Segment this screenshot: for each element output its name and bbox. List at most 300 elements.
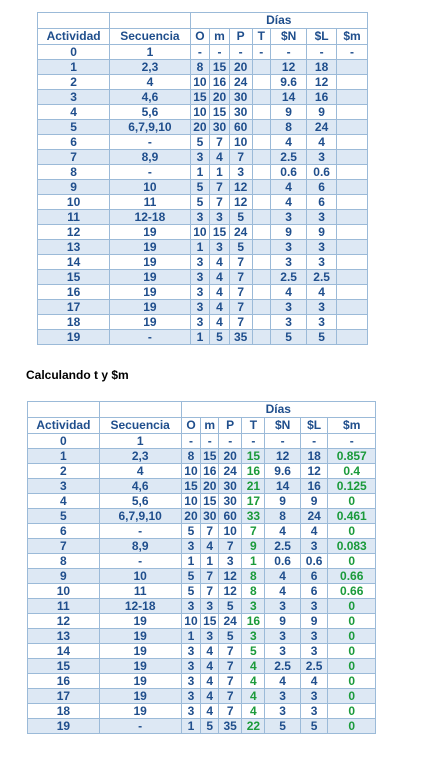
cell-m: 30 [210, 120, 230, 135]
cell-actividad: 7 [38, 150, 110, 165]
column-header-l: $L [300, 418, 328, 434]
cell-o: 10 [190, 75, 210, 90]
cell-o: 10 [190, 105, 210, 120]
cell-mval: 0 [328, 494, 376, 509]
cell-m: 3 [201, 629, 219, 644]
cell-l: 9 [300, 494, 328, 509]
cell-o: 1 [181, 554, 201, 569]
cell-n: - [265, 434, 300, 449]
cell-t: 9 [242, 539, 265, 554]
cell-p: 5 [229, 240, 252, 255]
table-row [28, 599, 376, 614]
cell-o: - [181, 434, 201, 449]
cell-l: 9 [307, 105, 337, 120]
cell-actividad: 6 [38, 135, 110, 150]
cell-o: 8 [190, 60, 210, 75]
cell-o: 1 [190, 165, 210, 180]
cell-o: 5 [181, 584, 201, 599]
cell-mval: 0 [328, 599, 376, 614]
cell-secuencia: 10 [99, 569, 181, 584]
cell-t: 8 [242, 584, 265, 599]
cell-n: 12 [271, 60, 307, 75]
cell-p: 7 [219, 674, 242, 689]
cell-secuencia: 5,6 [99, 494, 181, 509]
cell-p: 24 [229, 75, 252, 90]
cell-p: 24 [219, 614, 242, 629]
cell-o: 5 [181, 569, 201, 584]
cell-l: 3 [300, 704, 328, 719]
cell-secuencia: 10 [110, 180, 190, 195]
cell-m: 16 [210, 75, 230, 90]
cell-n: 4 [265, 524, 300, 539]
cell-t: 4 [242, 704, 265, 719]
cell-p: 7 [219, 689, 242, 704]
cell-mval [337, 330, 368, 345]
cell-l: 18 [307, 60, 337, 75]
column-header-l: $L [307, 29, 337, 45]
header-spacer [28, 402, 100, 418]
cell-o: 3 [190, 285, 210, 300]
cell-o: 3 [181, 659, 201, 674]
cell-l: 0.6 [307, 165, 337, 180]
cell-p: 7 [219, 659, 242, 674]
cell-actividad: 2 [38, 75, 110, 90]
cell-p: 35 [229, 330, 252, 345]
header-spacer [110, 13, 190, 29]
cell-t [252, 135, 271, 150]
cell-l: 9 [307, 225, 337, 240]
cell-mval: 0.461 [328, 509, 376, 524]
cell-n: 2.5 [271, 270, 307, 285]
cell-actividad: 13 [38, 240, 110, 255]
cell-n: 3 [265, 599, 300, 614]
cell-mval: 0 [328, 674, 376, 689]
cell-p: 10 [219, 524, 242, 539]
cell-m: 4 [210, 255, 230, 270]
cell-o: 3 [190, 300, 210, 315]
cell-l: 24 [307, 120, 337, 135]
cell-actividad: 16 [38, 285, 110, 300]
cell-m: 7 [201, 584, 219, 599]
cell-secuencia: 4 [99, 464, 181, 479]
table-row [38, 270, 368, 285]
table-row [38, 45, 368, 60]
cell-mval [337, 240, 368, 255]
cell-p: - [219, 434, 242, 449]
cell-n: 2.5 [265, 659, 300, 674]
cell-m: 7 [210, 195, 230, 210]
cell-l: 5 [307, 330, 337, 345]
table-row [28, 644, 376, 659]
cell-m: 1 [201, 554, 219, 569]
cell-l: 6 [307, 180, 337, 195]
cell-mval: 0 [328, 704, 376, 719]
cell-l: 9 [300, 614, 328, 629]
cell-l: 6 [300, 584, 328, 599]
cell-actividad: 15 [28, 659, 100, 674]
activities-table [37, 12, 368, 345]
cell-o: 3 [181, 704, 201, 719]
cell-l: 4 [300, 674, 328, 689]
cell-p: 30 [229, 105, 252, 120]
cell-actividad: 19 [28, 719, 100, 734]
section-caption: Calculando t y $m [26, 368, 129, 382]
cell-t [252, 105, 271, 120]
cell-mval [337, 75, 368, 90]
cell-n: 4 [265, 674, 300, 689]
cell-t: 33 [242, 509, 265, 524]
cell-p: 30 [219, 479, 242, 494]
cell-actividad: 7 [28, 539, 100, 554]
cell-actividad: 19 [38, 330, 110, 345]
cell-m: 4 [210, 150, 230, 165]
cell-p: 24 [219, 464, 242, 479]
cell-o: 3 [181, 644, 201, 659]
cell-mval [337, 105, 368, 120]
cell-m: 15 [210, 60, 230, 75]
cell-secuencia: 12-18 [110, 210, 190, 225]
cell-l: 16 [307, 90, 337, 105]
cell-l: 3 [307, 240, 337, 255]
column-header-row [38, 29, 368, 45]
cell-p: 30 [229, 90, 252, 105]
cell-p: 30 [219, 494, 242, 509]
cell-mval: - [328, 434, 376, 449]
column-header-o: O [190, 29, 210, 45]
cell-t [252, 285, 271, 300]
column-header-t: T [242, 418, 265, 434]
cell-p: 12 [229, 180, 252, 195]
cell-t: - [252, 45, 271, 60]
cell-mval: 0.4 [328, 464, 376, 479]
cell-n: 3 [271, 255, 307, 270]
cell-mval: 0 [328, 644, 376, 659]
cell-t: 7 [242, 524, 265, 539]
cell-secuencia: 8,9 [99, 539, 181, 554]
cell-actividad: 12 [28, 614, 100, 629]
column-header-actividad: Actividad [38, 29, 110, 45]
cell-actividad: 10 [38, 195, 110, 210]
cell-secuencia: 4,6 [99, 479, 181, 494]
cell-t: 5 [242, 644, 265, 659]
cell-l: 12 [307, 75, 337, 90]
cell-t [252, 225, 271, 240]
activities-table-calculated [27, 401, 376, 734]
cell-m: 15 [210, 225, 230, 240]
cell-t: 3 [242, 629, 265, 644]
table-row [28, 569, 376, 584]
cell-t [252, 150, 271, 165]
cell-actividad: 8 [38, 165, 110, 180]
cell-p: 7 [229, 300, 252, 315]
table-row [28, 524, 376, 539]
cell-mval [337, 270, 368, 285]
cell-actividad: 17 [38, 300, 110, 315]
column-header-secuencia: Secuencia [110, 29, 190, 45]
column-header-m: m [201, 418, 219, 434]
cell-secuencia: 19 [99, 659, 181, 674]
cell-mval [337, 300, 368, 315]
cell-t: 16 [242, 464, 265, 479]
cell-mval [337, 255, 368, 270]
cell-l: 3 [300, 599, 328, 614]
cell-m: 4 [201, 704, 219, 719]
cell-mval: 0 [328, 659, 376, 674]
cell-actividad: 15 [38, 270, 110, 285]
cell-secuencia: 19 [99, 644, 181, 659]
cell-l: 3 [307, 255, 337, 270]
header-spacer [99, 402, 181, 418]
cell-p: 20 [219, 449, 242, 464]
cell-actividad: 5 [28, 509, 100, 524]
cell-m: 20 [210, 90, 230, 105]
cell-m: 15 [201, 449, 219, 464]
cell-secuencia: 11 [110, 195, 190, 210]
cell-n: 4 [265, 569, 300, 584]
table-row [28, 689, 376, 704]
table-row [38, 105, 368, 120]
table-row [38, 285, 368, 300]
cell-t: 22 [242, 719, 265, 734]
cell-t [252, 90, 271, 105]
cell-n: 9 [271, 225, 307, 240]
cell-l: 4 [300, 524, 328, 539]
cell-n: 3 [265, 629, 300, 644]
cell-secuencia: 2,3 [99, 449, 181, 464]
table-row [38, 240, 368, 255]
cell-l: 3 [307, 300, 337, 315]
group-header-row [28, 402, 376, 418]
cell-secuencia: 8,9 [110, 150, 190, 165]
table-row [38, 195, 368, 210]
cell-n: 3 [271, 210, 307, 225]
cell-t [252, 315, 271, 330]
cell-t: 15 [242, 449, 265, 464]
cell-mval [337, 165, 368, 180]
cell-o: 3 [190, 210, 210, 225]
cell-m: - [201, 434, 219, 449]
cell-n: 3 [265, 689, 300, 704]
cell-l: 3 [300, 689, 328, 704]
cell-o: 10 [181, 494, 201, 509]
cell-o: 15 [181, 479, 201, 494]
cell-o: 3 [181, 599, 201, 614]
cell-o: 5 [181, 524, 201, 539]
cell-l: 3 [300, 629, 328, 644]
cell-n: 14 [271, 90, 307, 105]
cell-mval: 0 [328, 719, 376, 734]
cell-actividad: 13 [28, 629, 100, 644]
cell-m: 3 [210, 240, 230, 255]
cell-secuencia: 6,7,9,10 [99, 509, 181, 524]
cell-secuencia: - [110, 330, 190, 345]
cell-m: 4 [210, 300, 230, 315]
cell-secuencia: 4,6 [110, 90, 190, 105]
cell-t [252, 255, 271, 270]
cell-actividad: 18 [38, 315, 110, 330]
cell-m: 7 [201, 524, 219, 539]
cell-actividad: 1 [38, 60, 110, 75]
cell-m: 4 [201, 644, 219, 659]
cell-mval [337, 180, 368, 195]
cell-t: 4 [242, 689, 265, 704]
column-header-m: m [210, 29, 230, 45]
cell-m: 4 [210, 285, 230, 300]
table-row [38, 60, 368, 75]
cell-t: 8 [242, 569, 265, 584]
cell-actividad: 9 [38, 180, 110, 195]
cell-mval [337, 60, 368, 75]
cell-mval [337, 135, 368, 150]
cell-l: 16 [300, 479, 328, 494]
cell-p: 7 [229, 255, 252, 270]
column-header-mval: $m [328, 418, 376, 434]
cell-l: 6 [300, 569, 328, 584]
cell-p: 7 [219, 704, 242, 719]
cell-t: 21 [242, 479, 265, 494]
cell-m: 5 [210, 330, 230, 345]
cell-actividad: 14 [38, 255, 110, 270]
cell-actividad: 11 [38, 210, 110, 225]
cell-p: 5 [229, 210, 252, 225]
cell-l: 3 [300, 644, 328, 659]
cell-n: 8 [265, 509, 300, 524]
cell-m: 3 [201, 599, 219, 614]
cell-p: - [229, 45, 252, 60]
cell-p: 12 [219, 584, 242, 599]
cell-t [252, 165, 271, 180]
cell-o: 20 [181, 509, 201, 524]
cell-l: 0.6 [300, 554, 328, 569]
cell-m: 4 [210, 315, 230, 330]
cell-n: 3 [265, 644, 300, 659]
column-header-n: $N [265, 418, 300, 434]
cell-o: 3 [190, 255, 210, 270]
cell-mval [337, 225, 368, 240]
cell-n: 9.6 [265, 464, 300, 479]
cell-secuencia: 6,7,9,10 [110, 120, 190, 135]
cell-l: 2.5 [300, 659, 328, 674]
cell-t [252, 120, 271, 135]
cell-t: 4 [242, 674, 265, 689]
cell-o: 5 [190, 135, 210, 150]
cell-t [252, 270, 271, 285]
table-row [38, 75, 368, 90]
cell-actividad: 16 [28, 674, 100, 689]
cell-secuencia: 19 [99, 704, 181, 719]
days-group-header: Días [190, 13, 367, 29]
cell-m: 7 [201, 569, 219, 584]
cell-m: 30 [201, 509, 219, 524]
cell-l: 4 [307, 285, 337, 300]
cell-n: 12 [265, 449, 300, 464]
cell-m: 4 [201, 689, 219, 704]
cell-p: 3 [229, 165, 252, 180]
cell-mval: 0.857 [328, 449, 376, 464]
table-row [38, 330, 368, 345]
cell-t [252, 195, 271, 210]
cell-actividad: 14 [28, 644, 100, 659]
table-row [28, 629, 376, 644]
cell-secuencia: - [99, 524, 181, 539]
cell-t [252, 240, 271, 255]
column-header-p: P [229, 29, 252, 45]
cell-t: 4 [242, 659, 265, 674]
cell-secuencia: - [110, 135, 190, 150]
cell-mval: 0.66 [328, 584, 376, 599]
cell-p: 10 [229, 135, 252, 150]
table-row [28, 554, 376, 569]
cell-mval: 0 [328, 629, 376, 644]
cell-m: 7 [210, 180, 230, 195]
table-row [28, 494, 376, 509]
cell-n: 3 [271, 300, 307, 315]
cell-p: 12 [219, 569, 242, 584]
cell-p: 7 [229, 150, 252, 165]
cell-m: 4 [201, 674, 219, 689]
column-header-mval: $m [337, 29, 368, 45]
days-group-header: Días [181, 402, 375, 418]
table-row [38, 255, 368, 270]
cell-n: - [271, 45, 307, 60]
cell-actividad: 1 [28, 449, 100, 464]
cell-l: 4 [307, 135, 337, 150]
table-row [38, 210, 368, 225]
table-row [28, 479, 376, 494]
cell-secuencia: 19 [99, 674, 181, 689]
cell-o: 3 [190, 150, 210, 165]
cell-mval: 0 [328, 614, 376, 629]
cell-mval [337, 120, 368, 135]
cell-o: 3 [181, 689, 201, 704]
cell-l: - [300, 434, 328, 449]
header-spacer [38, 13, 110, 29]
cell-l: - [307, 45, 337, 60]
cell-secuencia: 19 [99, 614, 181, 629]
cell-actividad: 12 [38, 225, 110, 240]
cell-mval [337, 90, 368, 105]
cell-mval: 0 [328, 554, 376, 569]
cell-actividad: 17 [28, 689, 100, 704]
cell-secuencia: 2,3 [110, 60, 190, 75]
table-row [28, 614, 376, 629]
table-row [38, 180, 368, 195]
cell-n: 4 [265, 584, 300, 599]
table-row [38, 150, 368, 165]
cell-secuencia: - [110, 165, 190, 180]
cell-secuencia: 19 [110, 270, 190, 285]
cell-p: 35 [219, 719, 242, 734]
cell-o: 8 [181, 449, 201, 464]
cell-o: - [190, 45, 210, 60]
cell-mval [337, 285, 368, 300]
cell-actividad: 6 [28, 524, 100, 539]
cell-secuencia: 1 [110, 45, 190, 60]
cell-n: 9 [265, 614, 300, 629]
cell-mval [337, 315, 368, 330]
cell-m: 20 [201, 479, 219, 494]
table-body [28, 402, 376, 734]
cell-p: 7 [229, 315, 252, 330]
cell-o: 3 [190, 315, 210, 330]
cell-p: 5 [219, 629, 242, 644]
cell-t: 1 [242, 554, 265, 569]
cell-secuencia: 19 [99, 629, 181, 644]
cell-actividad: 18 [28, 704, 100, 719]
cell-secuencia: 19 [110, 285, 190, 300]
group-header-row [38, 13, 368, 29]
cell-secuencia: 19 [99, 689, 181, 704]
